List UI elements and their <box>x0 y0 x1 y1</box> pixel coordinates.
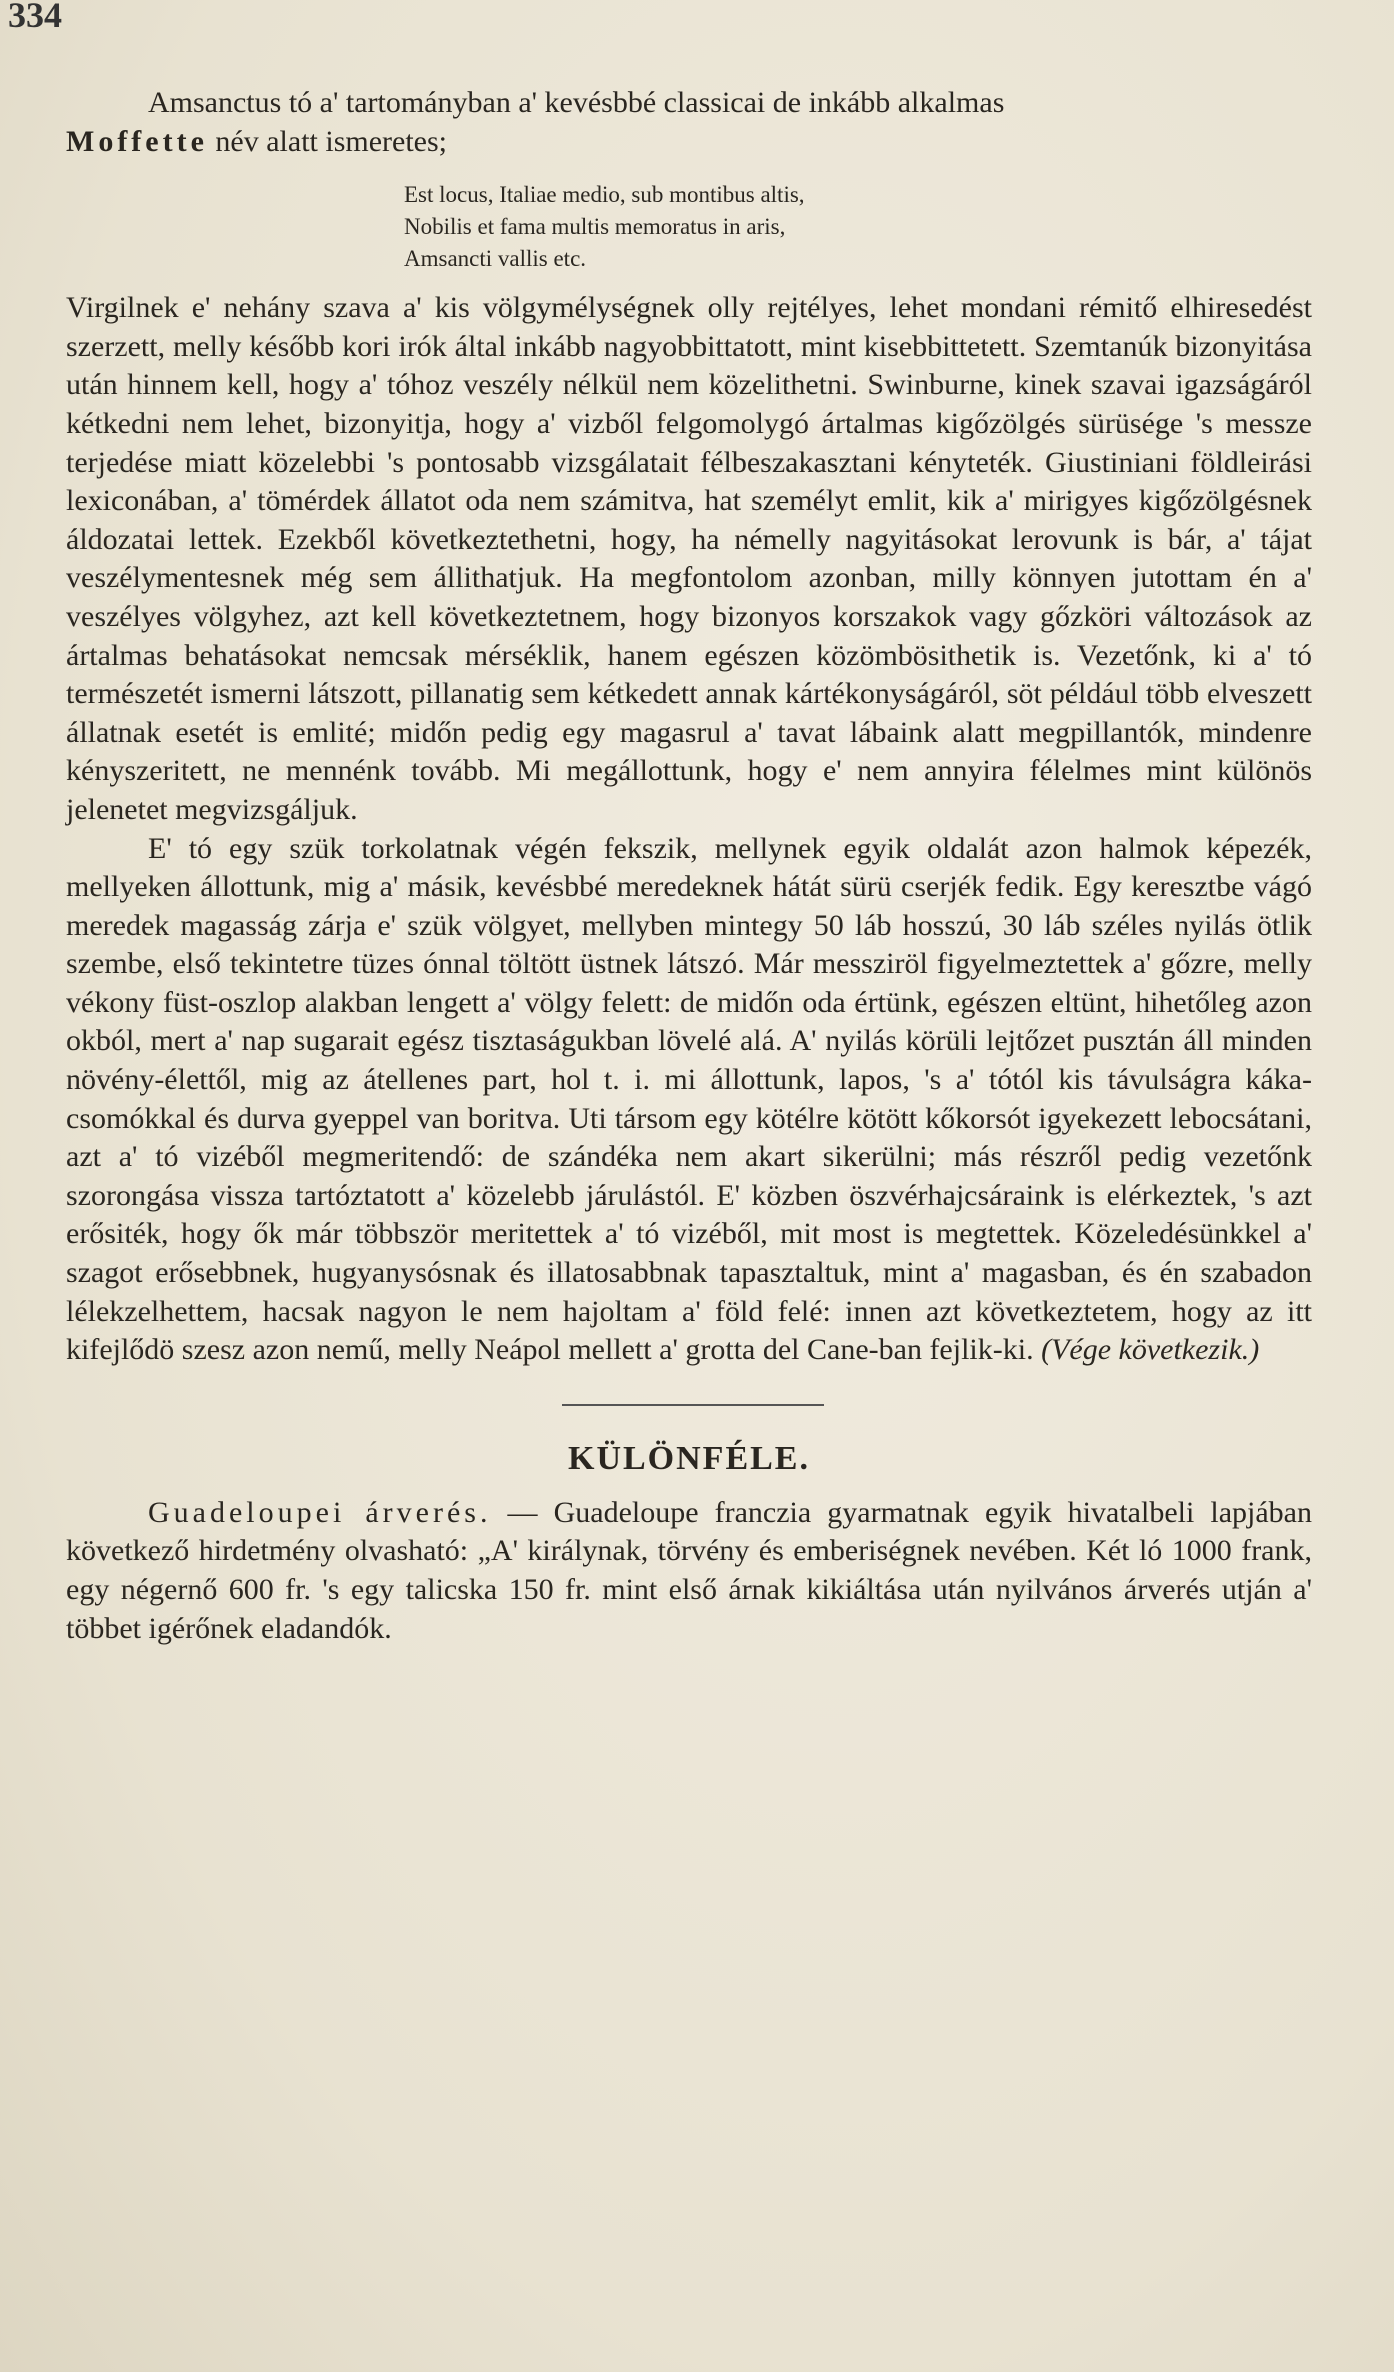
body-paragraph-2 <box>66 830 1312 1370</box>
notice-title: Guadeloupei árverés. <box>148 1495 492 1529</box>
section-heading: KÜLÖNFÉLE. <box>568 1439 810 1477</box>
intro-line-1: Amsanctus tó a' tartományban a' kevésbbé classicai de inkább alkalmas <box>148 86 1005 119</box>
page-number: 334 <box>8 0 62 35</box>
intro-paragraph <box>66 84 1312 161</box>
body-paragraph-1: Virgilnek e' nehány szava a' kis völgymélységnek olly rejtélyes, lehet mondani rémitő elhiresedést szerzett, melly később kori irók által inkább nagyobbittatott, mint kisebbittetett. Szemtanúk bizonyitása után hinnem kell, hogy a' tóhoz veszély nélkül nem közelithetni. Swinburne, kinek szavai igazságáról kétkedni nem lehet, bizonyitja, hogy a' vizből felgomolygó ártalmas kigőzölgés sürüsége 's messze terjedése miatt közelebbi 's pontosabb vizsgálatait félbeszakasztani kényteték. Giustiniani földleirási lexiconában, a' tömérdek állatot oda nem számitva, hat személyt emlit, kik a' mirigyes kigőzölgésnek áldozatai lettek. Ezekből következtethetni, hogy, ha némelly nagyitásokat lerovunk is bár, a' tájat veszélymentesnek még sem állithatjuk. Ha megfontolom azonban, milly könnyen jutottam én a' veszélyes völgyhez, azt kell következtetnem, hogy bizonyos korszakok vagy gőzköri változások az ártalmas behatásokat nemcsak mérséklik, hanem egészen közömbösithetik is. Vezetőnk, ki a' tó természetét ismerni látszott, pillanatig sem kétkedett annak kártékonyságáról, söt például több elveszett állatnak esetét is emlité; midőn pedig egy magasrul a' tavat lábaink alatt megpillantók, mindenre kényszeritett, ne mennénk tovább. Mi megállottunk, hogy e' nem annyira félelmes mint különös jelenetet megvizsgáljuk. <box>66 291 1312 826</box>
notice-paragraph <box>66 1494 1312 1648</box>
paragraph-2-text: E' tó egy szük torkolatnak végén fekszik, mellynek egyik oldalát azon halmok képezék, mellyeken állottunk, mig a' másik, kevésbbé meredeknek hátát sürü cserjék fedik. Egy keresztbe vágó meredek magasság zárja e' szük völgyet, mellyben mintegy 50 láb hosszú, 30 láb széles nyilás ötlik szembe, első tekintetre tüzes ónnal töltött üstnek látszó. Már messziröl figyelmeztettek a' gőzre, melly vékony füst-oszlop alakban lengett a' völgy felett: de midőn oda értünk, egészen eltünt, hihetőleg azon okból, mert a' nap sugarait egész tisztaságukban lövelé alá. A' nyilás körüli lejtőzet pusztán áll minden növény-élettől, mig az átellenes part, hol t. i. mi állottunk, lapos, 's a' tótól kis távulságra káka-csomókkal és durva gyeppel van boritva. Uti társom egy kötélre kötött kőkorsót igyekezett lebocsátani, azt a' tó vizéből megmeritendő: de szándéka nem akart sikerülni; más részről pedig vezetőnk szorongása vissza tartóztatott a' közelebb járulástól. E' közben öszvérhajcsáraink is elérkeztek, 's azt erősiték, hogy ők már többször meritettek a' tó vizéből, mit most is megtettek. Közeledésünkkel a' szagot erősebbnek, hugyanysósnak és illatosabbnak tapasztaltuk, mint a' magasban, és én szabadon lélekzelhettem, hacsak nagyon le nem hajoltam a' föld felé: innen azt következtetem, hogy az itt kifejlődö szesz azon nemű, melly Neápol mellett a' grotta del Cane-ban fejlik-ki. <box>66 831 1312 1367</box>
moffette-term: Moffette <box>66 124 208 158</box>
quote-line: Amsancti vallis etc. <box>404 246 587 272</box>
intro-line-2: név alatt ismeretes; <box>207 124 447 158</box>
text-column <box>66 84 1312 1648</box>
quote-line: Nobilis et fama multis memoratus in aris, <box>404 214 786 240</box>
latin-quote <box>404 179 1312 275</box>
quote-line: Est locus, Italiae medio, sub montibus altis, <box>404 182 805 208</box>
continued-note: (Vége következik.) <box>1041 1333 1260 1367</box>
notice-text: — Guadeloupe franczia gyarmatnak egyik hivatalbeli lapjában következő hirdetmény olvasható: „A' királynak, törvény és emberiségnek nevében. Két ló 1000 frank, egy négernő 600 fr. 's egy talicska 150 fr. mint első árnak kikiáltása után nyilvános árverés utján a' többet igérőnek eladandók. <box>66 1495 1312 1645</box>
section-divider <box>562 1404 824 1406</box>
divider-wrapper <box>66 1370 1312 1440</box>
